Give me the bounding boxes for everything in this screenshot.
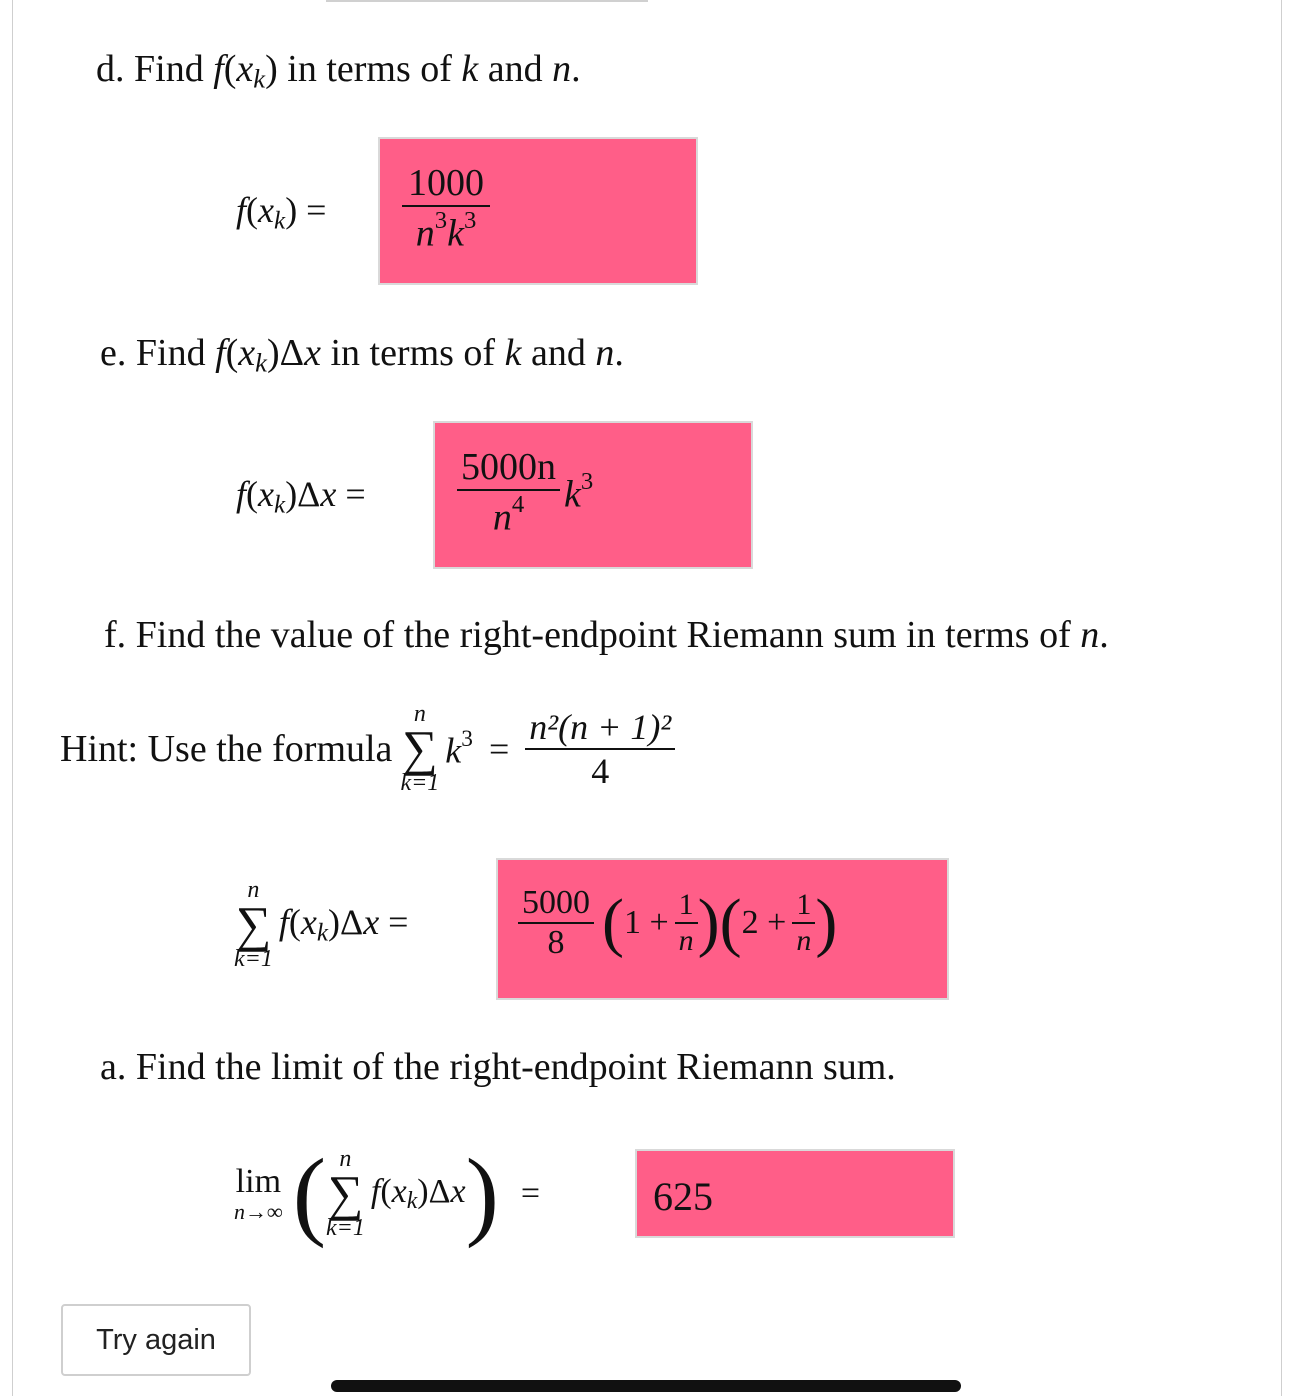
label-d-fxk: $f(x_k)$ =	[236, 190, 327, 235]
answer-d-numerator: 1000	[408, 162, 484, 204]
hint-line: Hint: Use the formula n ∑ k=1 $k^3$ = $\frac{\text{n²(n + 1)²}}{4}$	[60, 702, 675, 795]
hint-sum-top: n	[413, 701, 426, 727]
answer-f-factor2: 2 +	[741, 904, 787, 941]
hint-term	[445, 726, 473, 771]
label-f-sigma: n ∑ k=1	[234, 877, 273, 972]
question-d-and: and	[487, 48, 543, 90]
answer-f-coef-den: 8	[518, 922, 594, 962]
question-d-prefix: d.	[96, 48, 125, 90]
question-f-prefix: f.	[104, 614, 127, 656]
answer-f-expression: $\frac{5000}{8}$ ( 1 + $\frac{1}{n}$ ) ( 2 + $\frac{1}{n}$ )	[518, 884, 837, 962]
question-d-find: Find	[134, 48, 204, 90]
hint-fraction	[525, 706, 675, 792]
answer-d-den-k: k	[447, 212, 464, 255]
top-divider	[326, 0, 648, 2]
question-a-prefix: a.	[100, 1046, 127, 1088]
answer-e-factor-exp: 3	[580, 468, 594, 495]
limit-sub: n→∞	[234, 1199, 283, 1225]
answer-f-inner2-den: n	[792, 922, 815, 958]
home-indicator[interactable]	[331, 1380, 961, 1392]
limit-label: lim	[235, 1162, 282, 1200]
answer-f-inner1-den: n	[675, 922, 698, 958]
answer-a-value: 625	[653, 1174, 713, 1219]
try-again-button[interactable]: Try again	[61, 1304, 251, 1376]
limit-sigma: n ∑ k=1	[326, 1146, 365, 1241]
answer-box-e[interactable]	[433, 421, 753, 569]
answer-e-den-n: n	[492, 496, 512, 539]
answer-box-d[interactable]	[378, 137, 698, 285]
hint-sum-bottom: k=1	[400, 770, 440, 796]
question-a-text: Find the limit of the right-endpoint Riemann sum.	[135, 1046, 896, 1088]
answer-f-coef	[518, 884, 594, 962]
answer-e-expression	[457, 445, 593, 539]
question-d-middle: in terms of	[287, 48, 452, 90]
answer-e-fraction	[457, 445, 560, 539]
answer-box-a[interactable]	[635, 1149, 955, 1238]
answer-d-denominator	[402, 205, 490, 255]
answer-e-numerator: 5000n	[461, 446, 556, 488]
answer-d-den-n-exp: 3	[434, 207, 448, 234]
question-e-middle: in terms of	[330, 332, 496, 374]
answer-f-coef-num: 5000	[522, 884, 590, 921]
hint-term-exp: 3	[461, 725, 473, 752]
question-d: d. Find $f(x_k)$ in terms of k and n.	[96, 48, 581, 94]
answer-f-inner2-num: 1	[796, 888, 812, 921]
hint-label: Hint: Use the formula	[60, 727, 393, 770]
question-e-and: and	[530, 332, 586, 374]
answer-e-den-exp: 4	[511, 491, 525, 518]
answer-d-den-n: n	[415, 212, 435, 255]
limit-operator	[234, 1163, 283, 1225]
question-f-text: Find the value of the right-endpoint Riemann sum in terms of	[135, 614, 1071, 656]
answer-e-factor-k: k	[564, 473, 581, 516]
label-a-limit: lim n→∞ ( n ∑ k=1 $f(x_k)\Delta x$ ) =	[234, 1138, 541, 1249]
answer-e-denominator	[457, 489, 560, 539]
answer-d-den-k-exp: 3	[463, 207, 477, 234]
answer-f-inner1-num: 1	[678, 888, 694, 921]
question-e-find: Find	[135, 332, 206, 374]
answer-e-factor	[564, 468, 593, 516]
question-a	[100, 1048, 896, 1086]
hint-sum: n ∑ k=1	[400, 701, 440, 796]
answer-f-inner2	[792, 888, 815, 958]
label-e-fxk-dx: $f(x_k)\Delta x$ =	[236, 474, 366, 519]
hint-fraction-den: 4	[525, 748, 675, 792]
label-f-sum: n ∑ k=1 $f(x_k)\Delta x$ =	[234, 877, 409, 972]
hint-fraction-num: n²(n + 1)²	[529, 706, 672, 747]
question-e: e. Find $f(x_k)\Delta x$ in terms of k and n.	[100, 332, 624, 378]
answer-d-fraction	[402, 161, 490, 255]
answer-box-f[interactable]	[496, 858, 949, 1000]
question-e-prefix: e.	[100, 332, 127, 374]
hint-term-k: k	[445, 730, 462, 771]
answer-f-factor1: 1 +	[623, 904, 669, 941]
answer-f-inner1	[675, 888, 698, 958]
question-f: f. Find the value of the right-endpoint Riemann sum in terms of n.	[104, 614, 1109, 656]
